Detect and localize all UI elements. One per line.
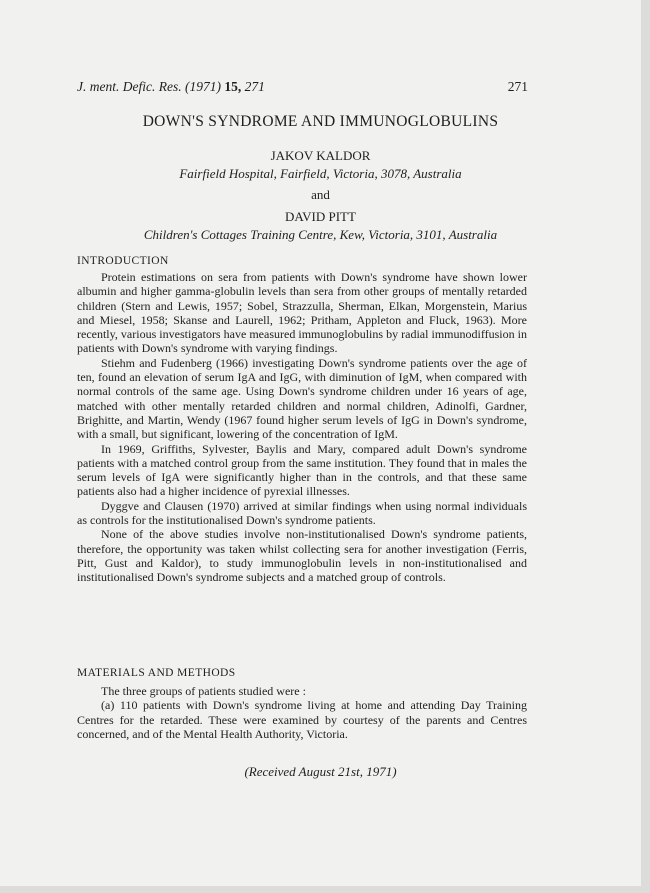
- journal-volume: 15,: [224, 79, 242, 94]
- author-conjunction: and: [311, 187, 330, 202]
- author-2: DAVID PITT: [285, 209, 356, 224]
- intro-paragraph: In 1969, Griffiths, Sylvester, Baylis and Mary, compared adult Down's syndrome patients with a matched control group from the same institution. They found that in males the serum levels of IgA were significantly higher than in the controls, and that these same patients also had a higher incidence of pyrexial illnesses.: [77, 441, 527, 499]
- journal-citation: [77, 79, 265, 94]
- introduction-body: [77, 270, 527, 585]
- affiliation-1: Fairfield Hospital, Fairfield, Victoria, 3078, Australia: [179, 166, 462, 181]
- running-header: [77, 79, 528, 95]
- methods-body: [77, 684, 527, 741]
- author-1: JAKOV KALDOR: [270, 148, 371, 163]
- methods-heading: MATERIALS AND METHODS: [77, 667, 236, 679]
- intro-paragraph: Protein estimations on sera from patients with Down's syndrome have shown lower albumin and higher gamma-globulin levels than sera from other groups of mentally retarded children (Stern and Lewis, 1957; Sobel, Strazzulla, Sherman, Elkan, Morgenstein, Marius and Miesel, 1958; Skanse and Laurell, 1962; Pritham, Appleton and Fluck, 1963). More recently, various investigators have measured immunoglobulins by radial immunodiffusion in patients with Down's syndrome with varying findings.: [77, 270, 527, 356]
- journal-start-page: 271: [244, 79, 265, 94]
- intro-paragraph: None of the above studies involve non-institutionalised Down's syndrome patients, therefore, the opportunity was taken whilst collecting sera for another investigation (Ferris, Pitt, Gust and Kaldor), to study immunoglobulin levels in non-institutionalised and institutionalised Down's syndrome subjects and a matched group of controls.: [77, 527, 527, 585]
- scan-edge-right: [641, 0, 650, 893]
- article-title: DOWN'S SYNDROME AND IMMUNOGLOBULINS: [142, 113, 499, 130]
- affiliation-2: Children's Cottages Training Centre, Kew, Victoria, 3101, Australia: [143, 227, 498, 242]
- journal-name: J. ment. Defic. Res.: [77, 79, 182, 94]
- methods-paragraph: (a) 110 patients with Down's syndrome living at home and attending Day Training Centres for the retarded. These were examined by courtesy of the parents and Centres concerned, and of the Mental Health Authority, Victoria.: [77, 698, 527, 741]
- introduction-heading: INTRODUCTION: [77, 255, 169, 267]
- scan-edge-bottom: [0, 886, 650, 893]
- page-number: 271: [507, 79, 528, 94]
- journal-year: (1971): [184, 79, 221, 94]
- intro-paragraph: Dyggve and Clausen (1970) arrived at similar findings when using normal individuals as controls for the institutionalised Down's syndrome patients.: [77, 498, 527, 528]
- received-date: (Received August 21st, 1971): [244, 764, 397, 779]
- intro-paragraph: Stiehm and Fudenberg (1966) investigating Down's syndrome patients over the age of ten, found an elevation of serum IgA and IgG, with diminution of IgM, when compared with normal controls of the same age. Using Down's syndrome children under 16 years of age, matched with other mentally retarded children and normal children, Adinolfi, Gardner, Brighitte, and Martin, Wendy (1967 found higher serum levels of IgG in Down's syndrome, with a small, but significant, lowering of the concentration of IgM.: [77, 355, 527, 442]
- methods-paragraph: The three groups of patients studied were :: [101, 684, 306, 698]
